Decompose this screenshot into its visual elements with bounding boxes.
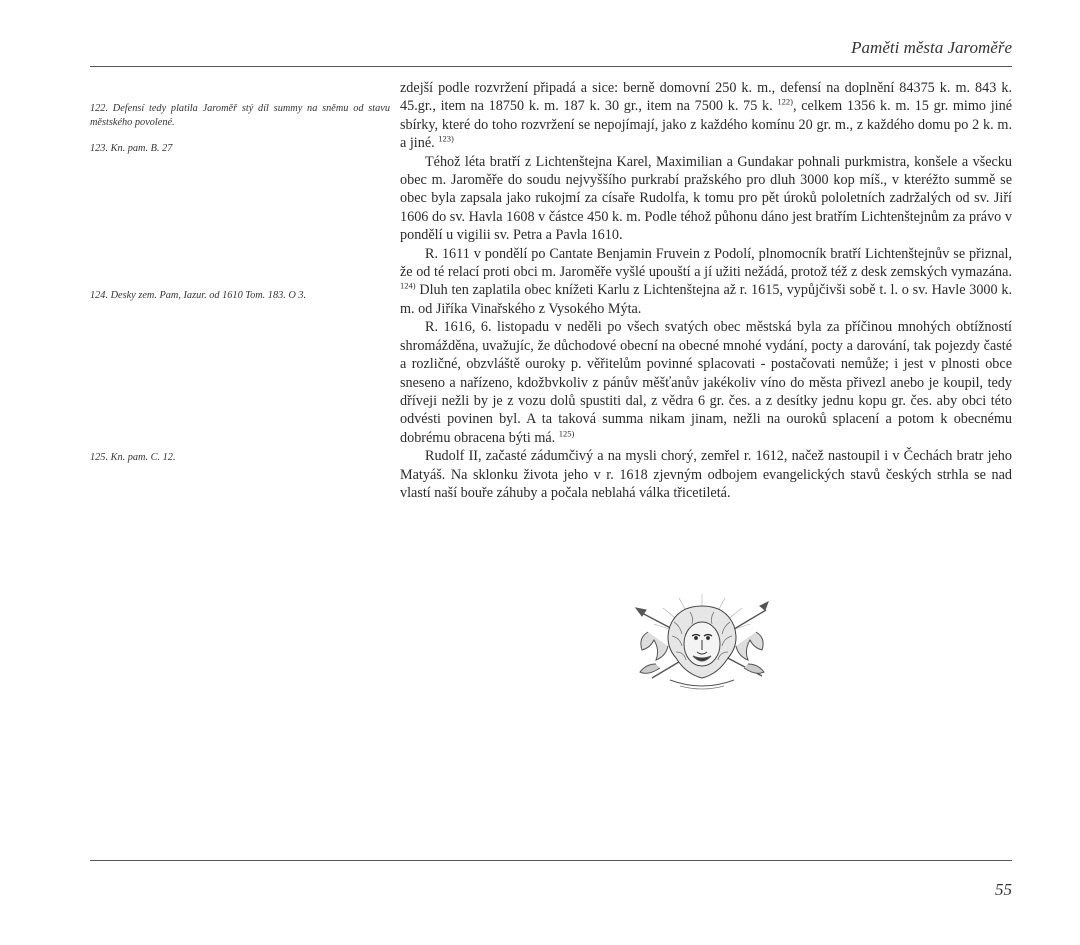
footnote-ref-122: 122) — [777, 96, 793, 107]
footnote-ref-123: 123) — [438, 133, 454, 144]
header-rule — [90, 66, 1012, 67]
paragraph-1-part-1: zdejší podle rozvržení připadá a sice: berně domovní 250 k. m., defensí na doplnění 84375 k. m. 843 k. 45.gr., item na 18750 k. m. 187 k. 30 gr., item na 7500 k. 75 k. — [400, 80, 1012, 115]
paragraph-4-part-1: R. 1616, 6. listopadu v neděli po všech svatých obec městská byla za příčinou mnohých obtížností shromážděna, uvažujíc, že důchodové obecní na obecné mnohé vydání, pocty a darování, tak pojezdy časté a rozličné, obzvláště ouroky p. věřitelům povinné splacovati - postačovati nemůže; i jest v plnosti obce sneseno a nařízeno, kdožbvkoliv z pánův měšťanův jakékoliv víno do města přivezl anebo je koupil, tedy dříveji nežli by je z vozu dolů spustiti dal, z vědra 6 gr. čes. a z desítky jednu kopu gr. čes. aby obci této odvésti povinen byl. A ta taková summa nikam jinam, nežli na ouroků splacení a potom k obecnému dobrému obracena býti má. — [400, 319, 1012, 446]
paragraph-3-part-2: Dluh ten zaplatila obec knížeti Karlu z Lichtenštejna až r. 1615, vypůjčivši sobě t. l. o sv. Havle 3000 k. m. od Jiříka Vinařského z Vysokého Mýta. — [400, 282, 1012, 317]
paragraph-3-part-1: R. 1611 v pondělí po Cantate Benjamin Fruvein z Podolí, plnomocník bratří Lichtenštejnův se přiznal, že od té relací proti obci m. Jaroměře vyšlé upouští a jí užiti nežádá, protož též z desk zemských vymazána. — [400, 245, 1012, 281]
paragraph-2: Téhož léta bratří z Lichtenštejna Karel, Maximilian a Gundakar pohnali purkmistra, konšele a všecku obec m. Jaroměře do soudu nejvyššího purkrabí pražského pro dluh 3000 kop míš., v kteréžto summě se obec byla zapsala jako rukojmí za císaře Rudolfa, k tomu pro pět úroků pololetních zadržalých od sv. Jiří 1606 do sv. Havla 1608 v částce 450 k. m. Podle téhož půhonu dáno jest bratřím Lichtenštejnům za právo v pondělí u vigilii sv. Petra a Pavla 1610. — [400, 153, 1012, 244]
footnote-124: 124. Desky zem. Pam, Iazur. od 1610 Tom. 183. O 3. — [90, 290, 307, 301]
footnote-ref-124: 124) — [400, 280, 416, 291]
paragraph-5: Rudolf II, začasté zádumčivý a na mysli chorý, zemřel r. 1612, načež nastoupil i v Čechách bratr jeho Matyáš. Na sklonku života jeho v r. 1618 zjevným odbojem evangelických stavů českých strhla se nad vlastí naší bouře záhuby a počala neblahá válka třicetiletá. — [400, 448, 1012, 501]
footer-rule — [90, 860, 1012, 861]
footnote-125: 125. Kn. pam. C. 12. — [90, 452, 176, 463]
page-number: 55 — [995, 880, 1012, 899]
paragraph-1-part-2: , celkem 1356 k. m. 15 gr. mimo jiné sbírky, které do toho rozvržení se nepojímají, jako z každého komínu 20 gr. m., z každého domu po 2 k. m. a jiné. — [400, 98, 1013, 152]
paragraph-1 — [400, 79, 1012, 153]
lion-head-vignette-icon — [630, 592, 775, 692]
footnote-122: 122. Defensí tedy platila Jaroměř stý díl summy na sněmu od stavu městského povolené. — [90, 103, 390, 128]
footnote-123: 123. Kn. pam. B. 27 — [90, 143, 173, 154]
footnote-ref-125: 125) — [558, 427, 575, 438]
main-text — [400, 79, 1012, 502]
paragraph-3 — [400, 245, 1012, 319]
running-title: Paměti města Jaroměře — [851, 38, 1012, 57]
paragraph-4 — [400, 318, 1012, 447]
